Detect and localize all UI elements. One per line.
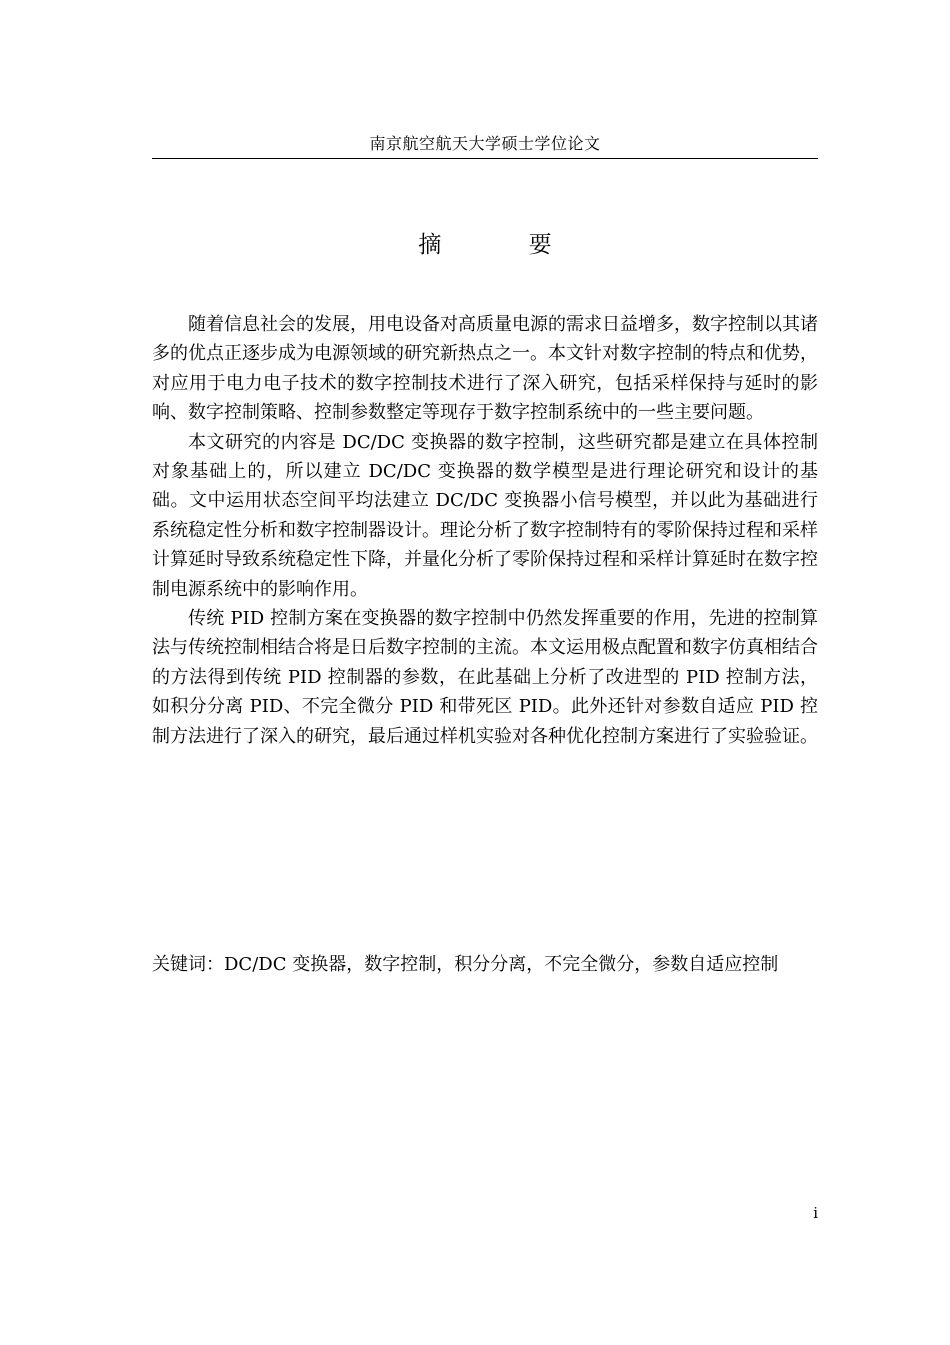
abstract-paragraph-2: 本文研究的内容是 DC/DC 变换器的数字控制，这些研究都是建立在具体控制对象基础上的，所以建立 DC/DC 变换器的数学模型是进行理论研究和设计的基础。文中运用状态空间平均法建立 DC/DC 变换器小信号模型，并以此为基础进行系统稳定性分析和数字控制器设计。理论分析了数字控制特有的零阶保持过程和采样计算延时导致系统稳定性下降，并量化分析了零阶保持过程和采样计算延时在数字控制电源系统中的影响作用。 [152, 431, 818, 600]
keywords-line: 关键词：DC/DC 变换器，数字控制，积分分离，不完全微分，参数自适应控制 [152, 954, 779, 975]
header-rule [152, 158, 818, 159]
abstract-title: 摘 要 [418, 232, 592, 258]
abstract-body [152, 310, 818, 751]
page-number: i [813, 1204, 818, 1222]
abstract-paragraph-1: 随着信息社会的发展，用电设备对高质量电源的需求日益增多，数字控制以其诸多的优点正逐步成为电源领域的研究新热点之一。本文针对数字控制的特点和优势，对应用于电力电子技术的数字控制技术进行了深入研究，包括采样保持与延时的影响、数字控制策略、控制参数整定等现存于数字控制系统中的一些主要问题。 [152, 314, 818, 424]
running-header: 南京航空航天大学硕士学位论文 [369, 134, 601, 153]
abstract-paragraph-3: 传统 PID 控制方案在变换器的数字控制中仍然发挥重要的作用，先进的控制算法与传统控制相结合将是日后数字控制的主流。本文运用极点配置和数字仿真相结合的方法得到传统 PID 控制器的参数，在此基础上分析了改进型的 PID 控制方法，如积分分离 PID、不完全微分 PID 和带死区 PID。此外还针对参数自适应 PID 控制方法进行了深入的研究，最后通过样机实验对各种优化控制方案进行了实验验证。 [152, 608, 818, 747]
